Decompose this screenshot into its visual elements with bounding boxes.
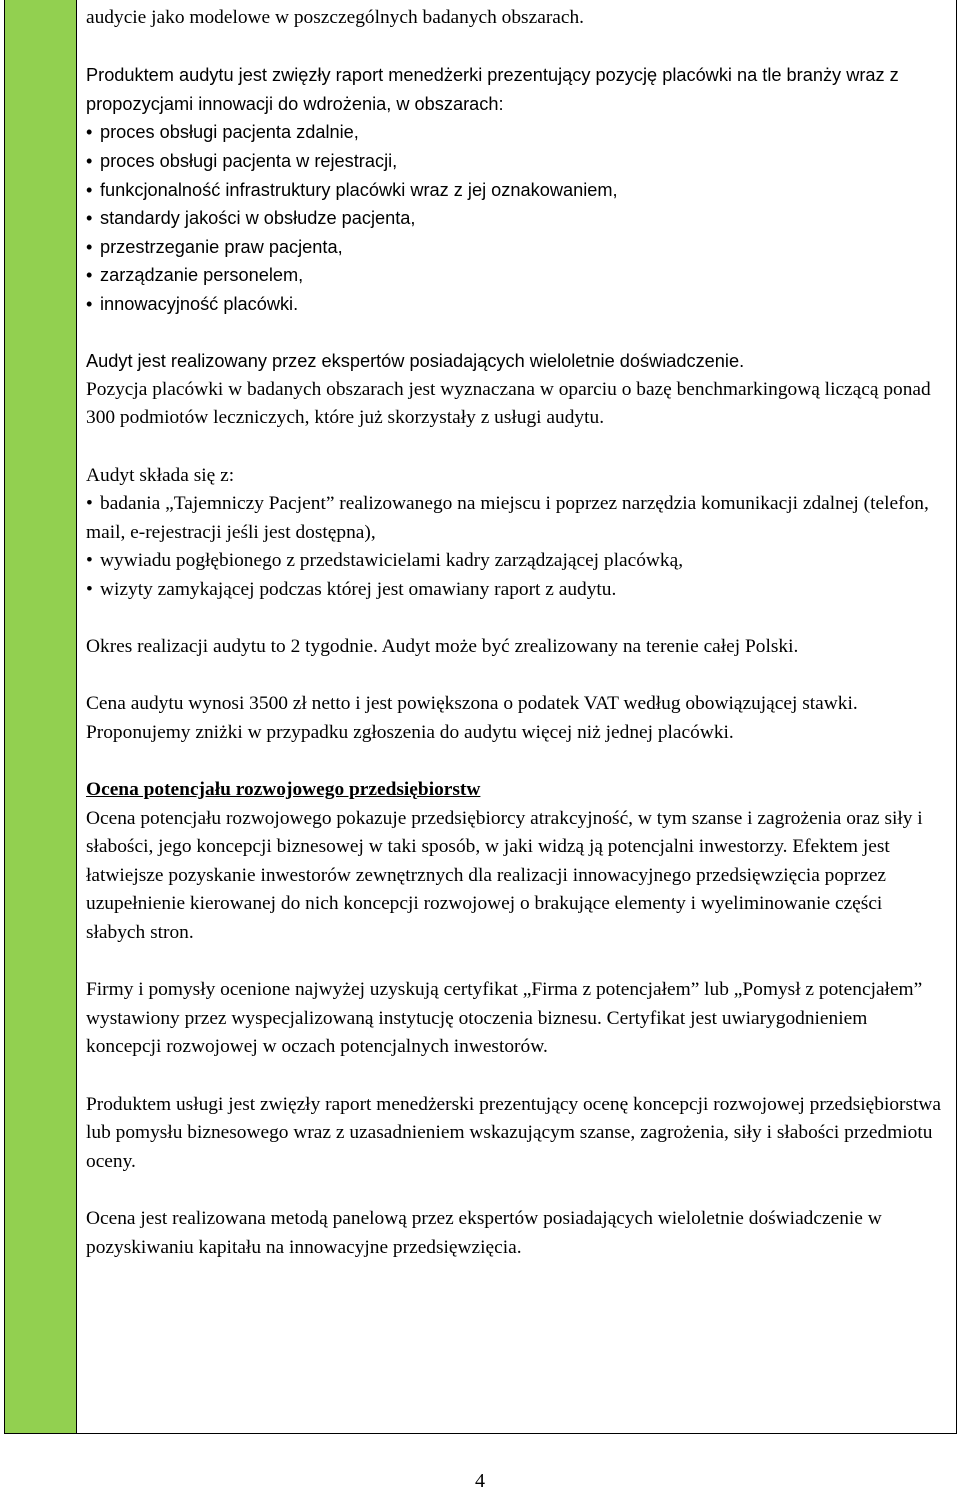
bullet-icon: • (86, 179, 93, 200)
page-frame (4, 0, 957, 1434)
product-intro: Produktem audytu jest zwięzły raport menedżerki prezentujący pozycję placówki na tle branży wraz z propozycjami innowacji do wdrożenia, w obszarach: (86, 65, 899, 114)
duration-text: Okres realizacji audytu to 2 tygodnie. Audyt może być zrealizowany na terenie całej Polski. (86, 636, 799, 658)
bullet-icon: • (86, 236, 93, 257)
list-item: • wizyty zamykającej podczas której jest omawiany raport z audytu. (86, 576, 946, 605)
section-heading: Ocena potencjału rozwojowego przedsiębiorstw (86, 779, 481, 801)
bullet-icon: • (86, 493, 93, 515)
list-item: • wywiadu pogłębionego z przedstawicielami kadry zarządzającej placówką, (86, 547, 946, 576)
intro-tail: audycie jako modelowe w poszczególnych badanych obszarach. (86, 7, 585, 28)
green-side-bar (5, 0, 77, 1433)
bullet-icon: • (86, 293, 93, 314)
experts-text: Audyt jest realizowany przez ekspertów posiadających wieloletnie doświadczenie. (86, 351, 745, 372)
list-item: • przestrzeganie praw pacjenta, (86, 233, 946, 262)
bullet-icon: • (86, 150, 93, 171)
list-item: • innowacyjność placówki. (86, 290, 946, 319)
bullet-icon: • (86, 122, 93, 143)
certificate-text: Firmy i pomysły ocenione najwyżej uzyskują certyfikat „Firma z potencjałem” lub „Pomysł z potencjałem” wystawiony przez wyspecjalizowaną instytucję otoczenia biznesu. Certyfikat jest uwiarygodnieniem koncepcji rozwojowej w oczach potencjalnych inwestorów. (86, 979, 923, 1058)
list-item: • proces obsługi pacjenta w rejestracji, (86, 147, 946, 176)
bullet-icon: • (86, 265, 93, 286)
bullet-icon: • (86, 550, 93, 572)
list-item: • funkcjonalność infrastruktury placówki wraz z jej oznakowaniem, (86, 176, 946, 205)
list-item: • zarządzanie personelem, (86, 261, 946, 290)
content-column (77, 0, 956, 1433)
list-item: • standardy jakości w obsłudze pacjenta, (86, 204, 946, 233)
method-text: Ocena jest realizowana metodą panelową przez ekspertów posiadających wieloletnie doświadczenie w pozyskiwaniu kapitału na innowacyjne przedsięwzięcia. (86, 1207, 882, 1258)
page-number: 4 (475, 1470, 485, 1492)
areas-list (86, 118, 946, 318)
service-product-text: Produktem usługi jest zwięzły raport menedżerski prezentujący ocenę koncepcji rozwojowej przedsiębiorstwa lub pomysłu biznesowego wraz z uzasadnieniem wskazującym szanse, zagrożenia, siły i słabości przedmiotu oceny. (86, 1093, 942, 1172)
consists-label: Audyt składa się z: (86, 464, 235, 486)
product-block (86, 61, 946, 376)
bullet-icon: • (86, 208, 93, 229)
list-item: • badania „Tajemniczy Pacjent” realizowanego na miejscu i poprzez narzędzia komunikacji zdalnej (telefon, mail, e-rejestracji jeśli jest dostępna), (86, 490, 946, 547)
list-item: • proces obsługi pacjenta zdalnie, (86, 118, 946, 147)
assessment-description: Ocena potencjału rozwojowego pokazuje przedsiębiorcy atrakcyjność, w tym szanse i zagrożenia oraz siły i słabości, jego koncepcji biznesowej w taki sposób, w jaki widzą ją potencjalni inwestorzy. Efektem jest łatwiejsze pozyskanie inwestorów zewnętrznych dla realizacji innowacyjnego przedsięwzięcia poprzez uzupełnienie kierowanej do nich koncepcji rozwojowej o brakujące elementy i wyeliminowanie części słabych stron. (86, 807, 923, 943)
benchmark-text: Pozycja placówki w badanych obszarach jest wyznaczana w oparciu o bazę benchmarkingową liczącą ponad 300 podmiotów leczniczych, które już skorzystały z usługi audytu. (86, 378, 931, 429)
components-list (86, 490, 946, 604)
price-text: Cena audytu wynosi 3500 zł netto i jest powiększona o podatek VAT według obowiązującej stawki. Proponujemy zniżki w przypadku zgłoszenia do audytu więcej niż jednej placówki. (86, 693, 858, 743)
bullet-icon: • (86, 578, 93, 600)
